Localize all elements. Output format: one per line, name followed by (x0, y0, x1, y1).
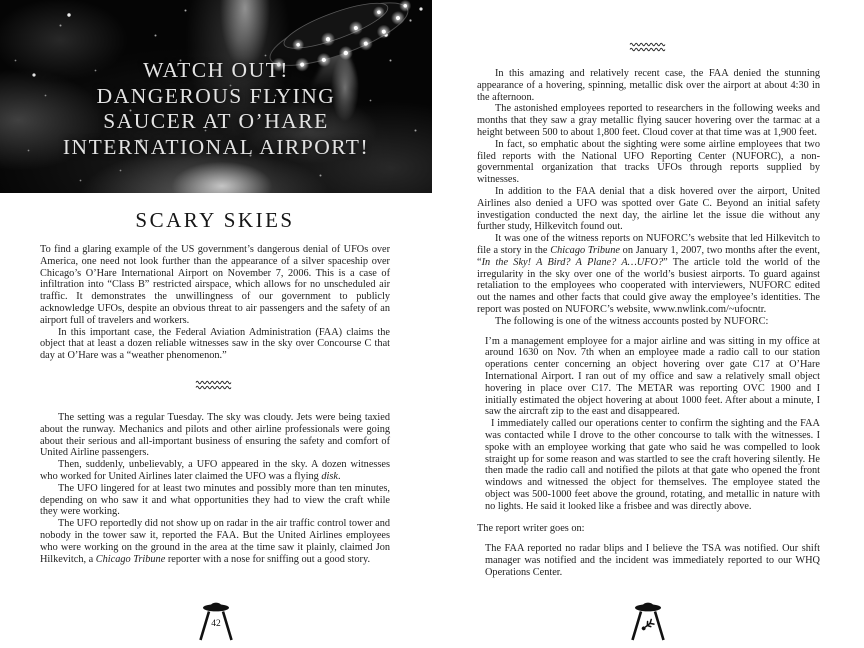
paragraph: The UFO reportedly did not show up on radar in the air traffic control tower and nobody in the tower saw it, reported the FAA. But the United Airlines employees who were working on the ground in the area at the time saw it plainly, claimed Jon Hilkevitch, a Chicago Tribune reporter with a nose for sniffing out a good story. (40, 518, 390, 565)
paragraph: In addition to the FAA denial that a disk hovered over the airport, United Airlines also denied a UFO was spotted over Gate C. Beyond an initial safety investigation conducted the next day, the airline let the issue die without any further study, Hilkevitch found out. (477, 185, 820, 233)
title-line: DANGEROUS FLYING (96, 83, 336, 108)
title-line: WATCH OUT! (143, 58, 289, 82)
paragraph: It was one of the witness reports on NUFORC’s website that led Hilkevitch to file a story in the Chicago Tribune on January 1, 2007, two months after the event, “In the Sky! A Bird? A Plane? A…UFO?” The article told the world of the irregularity in the sky over one of the world’s busiest airports. To guard against retaliation to the employees who cooperated with interviewers, NUFORC edited out the names and other facts that could give away the employee’s identities. The report was posted on NUFORC’s website, www.nwlink.com/~ufocntr. (477, 233, 820, 315)
starfield-bright (0, 0, 2, 2)
interlude-line (477, 523, 820, 535)
left-page-content (0, 208, 432, 565)
squiggle-divider-icon (629, 42, 669, 52)
chapter-header-image (0, 0, 432, 193)
paragraph: The astonished employees reported to researchers in the following weeks and months that they saw a gray metallic flying saucer hovering over the tarmac at a height between 500 to about 1,800 feet. Cloud cover at that time was at 1,900 feet. (477, 103, 820, 138)
paragraph: I immediately called our operations center to confirm the sighting and the FAA was contacted while I drove to the other concourse to talk with the witnesses. I spoke with an employee working that gate who said he was compelled to look straight up for some reason and was startled to see the craft hovering silently. He then made the radio call and notified the pilots at that gate who opened the front windows and witnessed the object for themselves. The employee stated the object was 500-1000 feet above the ground, rotating, and metallic in nature with no lights. He said it looked like a frisbee and was directly above. (485, 418, 820, 512)
witness-account-quote (485, 336, 820, 513)
paragraph: I’m a management employee for a major airline and was sitting in my office at around 1630 on Nov. 7th when an employee made a radio call to our station operations center concerning an object hovering over gate C17 at O’Hare International Airport. I ran out of my office and saw a relatively small object hovering in place over C17. The METAR was reporting OVC 1900 and I initially estimated the object hovering at about 1000 feet. After about a minute, I saw the aircraft zip to the east and disappeared. (485, 335, 820, 418)
ufo-abduction-ornament-icon (627, 598, 669, 642)
paragraph: In this important case, the Federal Aviation Administration (FAA) claims the object that at least a dozen reliable witnesses saw in the sky over Concourse C that day at O’Hare was a “weather phenomenon.” (40, 326, 390, 362)
right-page (432, 0, 864, 648)
paragraph: The UFO lingered for at least two minutes and possibly more than ten minutes, depending on who saw it and what opportunities they had to view the craft while they were working. (40, 482, 390, 518)
squiggle-divider-icon (195, 380, 235, 390)
paragraph: The setting was a regular Tuesday. The sky was cloudy. Jets were being taxied about the runway. Mechanics and pilots and other airline professionals were going about their serious and all-important business of ensuring the safety and comfort of United Airline passengers. (40, 411, 390, 459)
page-number-left: 42 (211, 619, 221, 629)
falling-figure-icon (640, 619, 654, 632)
chapter-warning-title (0, 58, 432, 160)
section-heading: SCARY SKIES (135, 208, 295, 232)
paragraph: The report writer goes on: (477, 523, 585, 535)
paragraph: In this amazing and relatively recent case, the FAA denied the stunning appearance of a hovering, spinning, metallic disk over the airport at about 4:30 in the afternoon. (477, 68, 820, 103)
right-body (477, 68, 820, 328)
ufo-page-number-icon (195, 598, 237, 642)
left-body-bottom (40, 412, 390, 565)
paragraph: The FAA reported no radar blips and I believe the TSA was notified. Our shift manager was notified and the incident was immediately reported to our WHQ Operations Center. (485, 543, 820, 578)
paragraph: The following is one of the witness accounts posted by NUFORC: (495, 315, 769, 327)
paragraph: To find a glaring example of the US government’s dangerous denial of UFOs over America, one need not look further than the appearance of a silver spaceship over Chicago’s O’Hare International Airport on November 7, 2006. This is a case of infiltration into “Class B” restricted airspace, which allows for no unscheduled air traffic. It demonstrates the unwillingness of our government to publicly acknowledge UFOs, despite an obvious threat to air passengers and the safety of an airport full of travelers and workers. (40, 244, 390, 326)
paragraph: In fact, so emphatic about the sighting were some airline employees that two filed reports with the National UFO Reporting Center (NUFORC), a non-governmental organization that tracks UFOs through reports supplied by witnesses. (477, 138, 820, 186)
right-page-content (432, 42, 864, 579)
title-line: SAUCER AT O’HARE (103, 109, 329, 133)
left-body-top (40, 244, 390, 362)
title-line: INTERNATIONAL AIRPORT! (62, 134, 370, 159)
witness-account-quote-continued (485, 543, 820, 578)
paragraph: Then, suddenly, unbelievably, a UFO appeared in the sky. A dozen witnesses who worked for United Airlines later claimed the UFO was a flying disk. (40, 459, 390, 482)
